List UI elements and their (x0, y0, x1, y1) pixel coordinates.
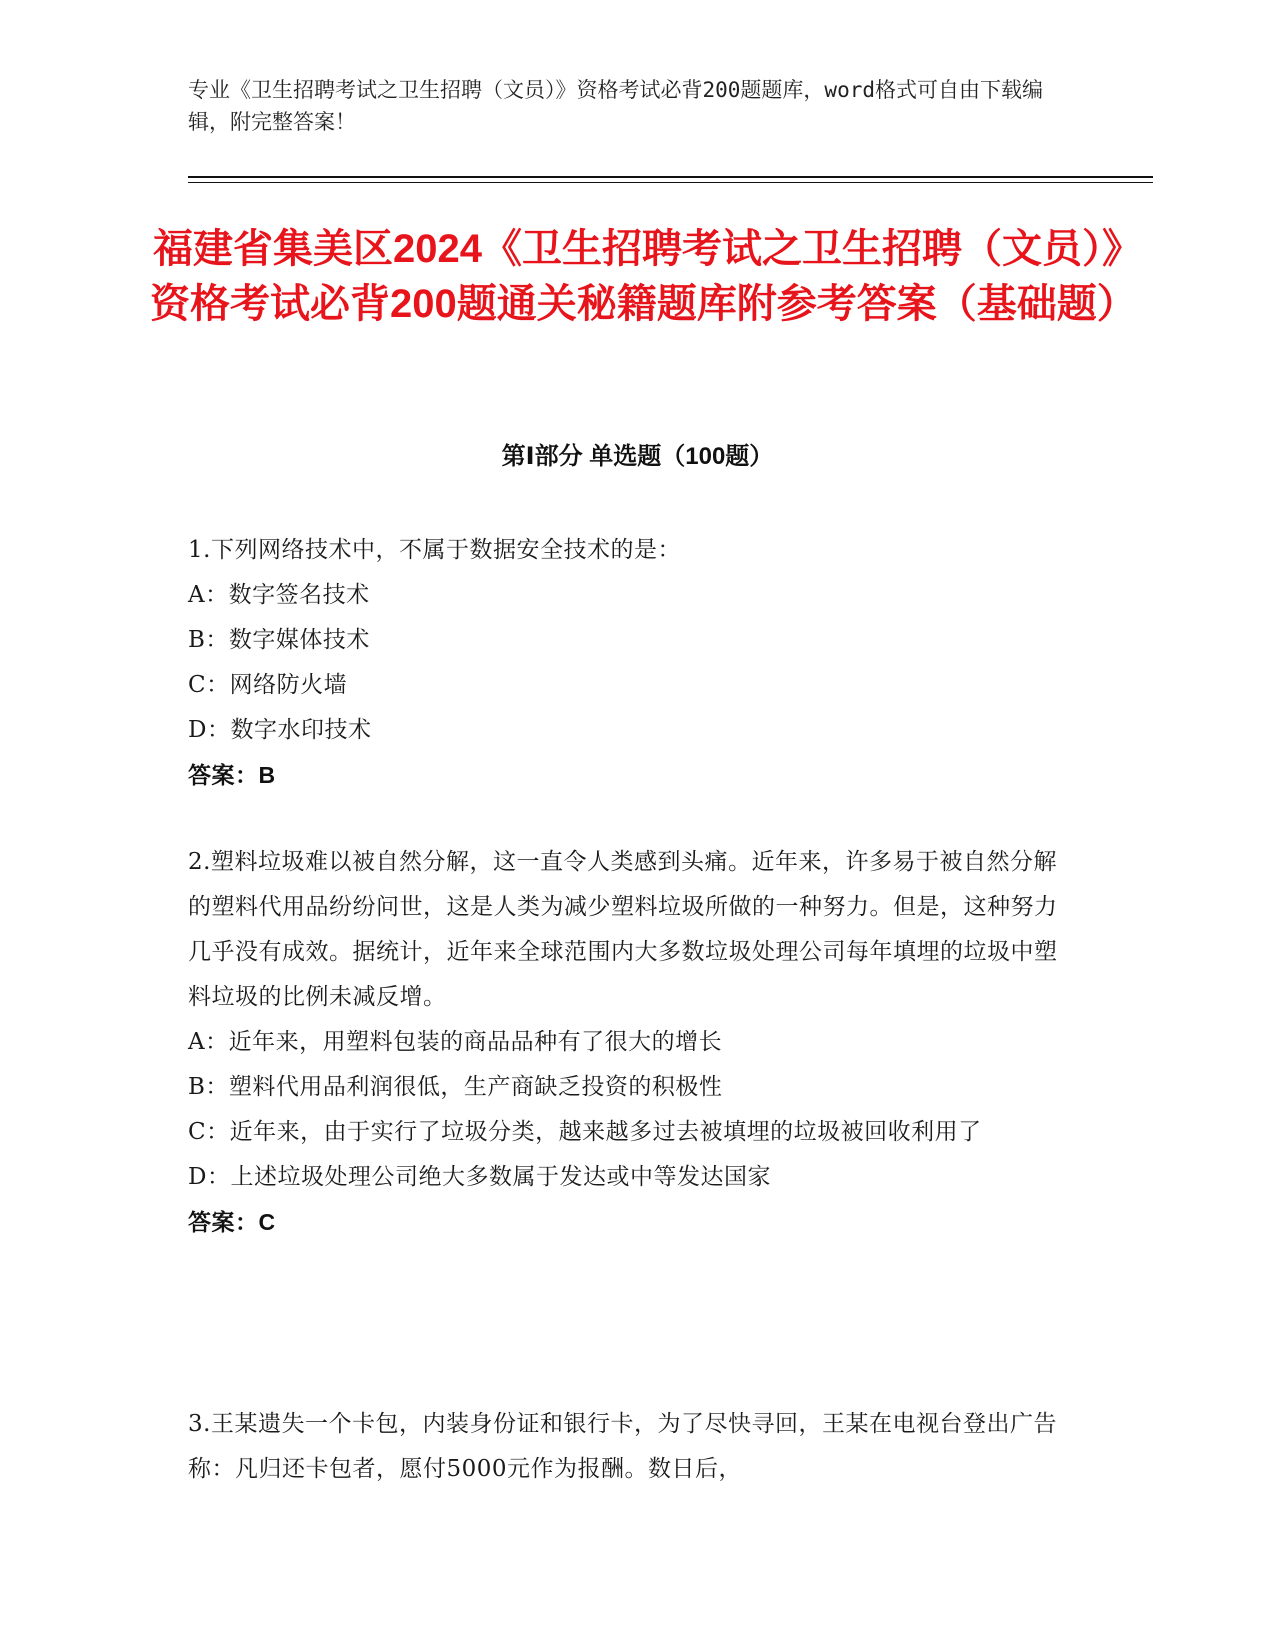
document-title: 福建省集美区2024《卫生招聘考试之卫生招聘（文员）》资格考试必背200题通关秘籍题库附参考答案（基础题） (150, 227, 1137, 326)
answer-line (188, 1200, 1068, 1245)
header-divider-thin (188, 182, 1153, 183)
option-b: B：塑料代用品利润很低，生产商缺乏投资的积极性 (188, 1074, 723, 1100)
question-3 (188, 1402, 1068, 1492)
question-stem: 3.王某遗失一个卡包，内装身份证和银行卡，为了尽快寻回，王某在电视台登出广告称：凡归还卡包者，愿付5000元作为报酬。数日后， (188, 1411, 1057, 1482)
option-d: D：数字水印技术 (188, 717, 372, 743)
answer-value: C (258, 1209, 276, 1235)
question-1 (188, 528, 1068, 798)
section-heading: 第Ⅰ部分 单选题（100题） (501, 443, 774, 470)
option-b: B：数字媒体技术 (188, 627, 370, 653)
answer-value: B (258, 762, 276, 788)
answer-line (188, 753, 1068, 798)
answer-label: 答案： (188, 762, 259, 788)
option-a: A：数字签名技术 (188, 582, 370, 608)
question-stem: 2.塑料垃圾难以被自然分解，这一直令人类感到头痛。近年来，许多易于被自然分解的塑料代用品纷纷问世，这是人类为减少塑料垃圾所做的一种努力。但是，这种努力几乎没有成效。据统计，近年来全球范围内大多数垃圾处理公司每年填埋的垃圾中塑料垃圾的比例未减反增。 (188, 849, 1058, 1010)
header-note: 专业《卫生招聘考试之卫生招聘（文员）》资格考试必背200题题库，word格式可自由下载编辑，附完整答案！ (188, 78, 1043, 134)
answer-label: 答案： (188, 1209, 259, 1235)
header-divider-thick (188, 176, 1153, 178)
option-c: C：网络防火墙 (188, 672, 348, 698)
option-a: A：近年来，用塑料包装的商品品种有了很大的增长 (188, 1029, 723, 1055)
option-c: C：近年来，由于实行了垃圾分类，越来越多过去被填埋的垃圾被回收利用了 (188, 1119, 982, 1145)
option-d: D：上述垃圾处理公司绝大多数属于发达或中等发达国家 (188, 1164, 771, 1190)
question-stem: 1.下列网络技术中，不属于数据安全技术的是： (188, 537, 681, 563)
question-2 (188, 840, 1068, 1245)
